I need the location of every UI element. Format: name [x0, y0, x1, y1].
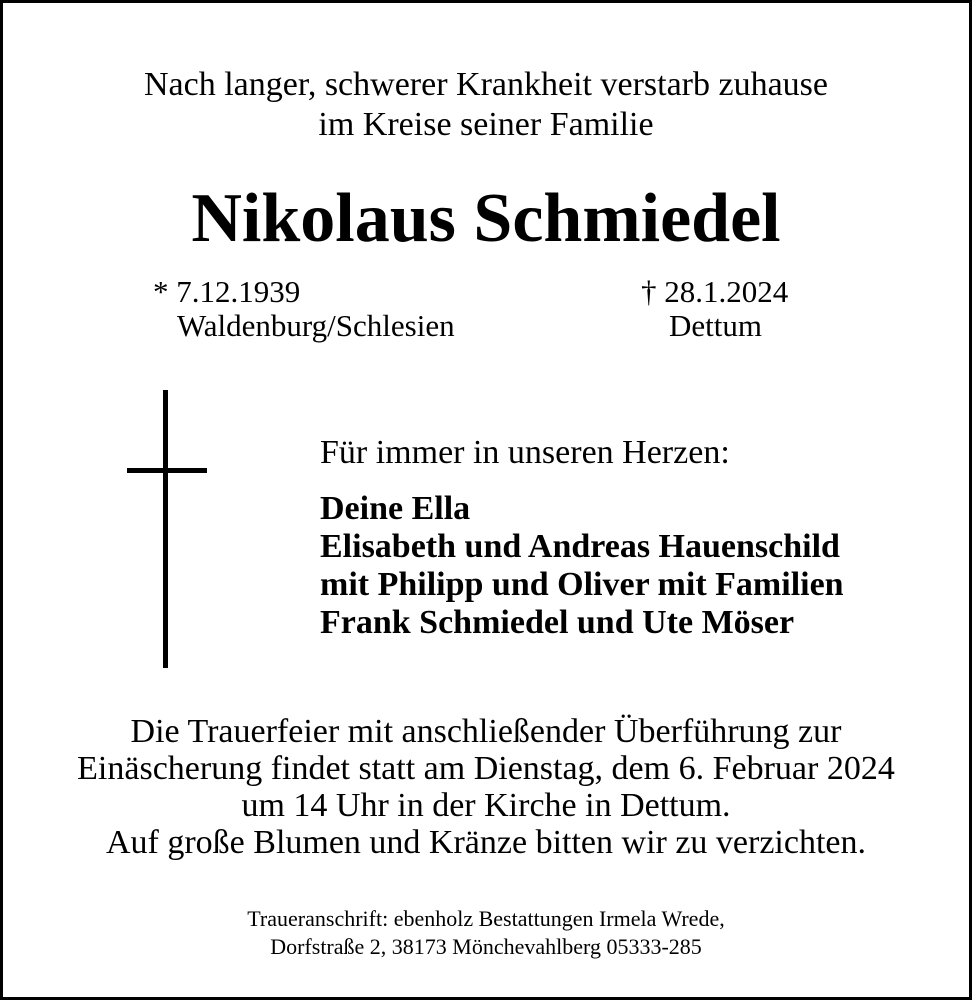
birth-info [153, 275, 455, 343]
intro-text [3, 65, 969, 145]
ceremony-line-4: Auf große Blumen und Kränze bitten wir zu verzichten. [105, 824, 867, 861]
mourning-address [3, 905, 969, 961]
mourner-line: Frank Schmiedel und Ute Möser [320, 604, 795, 641]
cross-vertical-bar [163, 390, 168, 668]
ceremony-line-1: Die Trauerfeier mit anschließender Überführung zur [130, 713, 842, 750]
ceremony-line-3: um 14 Uhr in der Kirche in Dettum. [241, 787, 731, 824]
intro-line-1: Nach langer, schwerer Krankheit verstarb zuhause [144, 66, 828, 103]
mourner-line: mit Philipp und Oliver mit Familien [320, 566, 844, 603]
death-place: Dettum [669, 308, 762, 343]
cross-horizontal-bar [127, 468, 207, 473]
birth-place: Waldenburg/Schlesien [177, 308, 455, 343]
death-date: † 28.1.2024 [641, 274, 789, 309]
latin-cross-icon [127, 390, 207, 668]
deceased-name: Nikolaus Schmiedel [191, 180, 781, 257]
ceremony-line-2: Einäscherung findet statt am Dienstag, dem 6. Februar 2024 [77, 750, 895, 787]
address-line-2: Dorfstraße 2, 38173 Mönchevahlberg 05333-285 [270, 934, 702, 959]
ceremony-text [3, 713, 969, 861]
mourner-line: Deine Ella [320, 490, 471, 527]
mourners-heading: Für immer in unseren Herzen: [320, 434, 730, 471]
intro-line-2: im Kreise seiner Familie [318, 106, 654, 143]
mourners-list [320, 490, 844, 642]
death-info [641, 275, 788, 343]
address-line-1: Traueranschrift: ebenholz Bestattungen Irmela Wrede, [247, 906, 725, 931]
birth-date: * 7.12.1939 [153, 274, 301, 309]
mourner-line: Elisabeth und Andreas Hauenschild [320, 528, 840, 565]
